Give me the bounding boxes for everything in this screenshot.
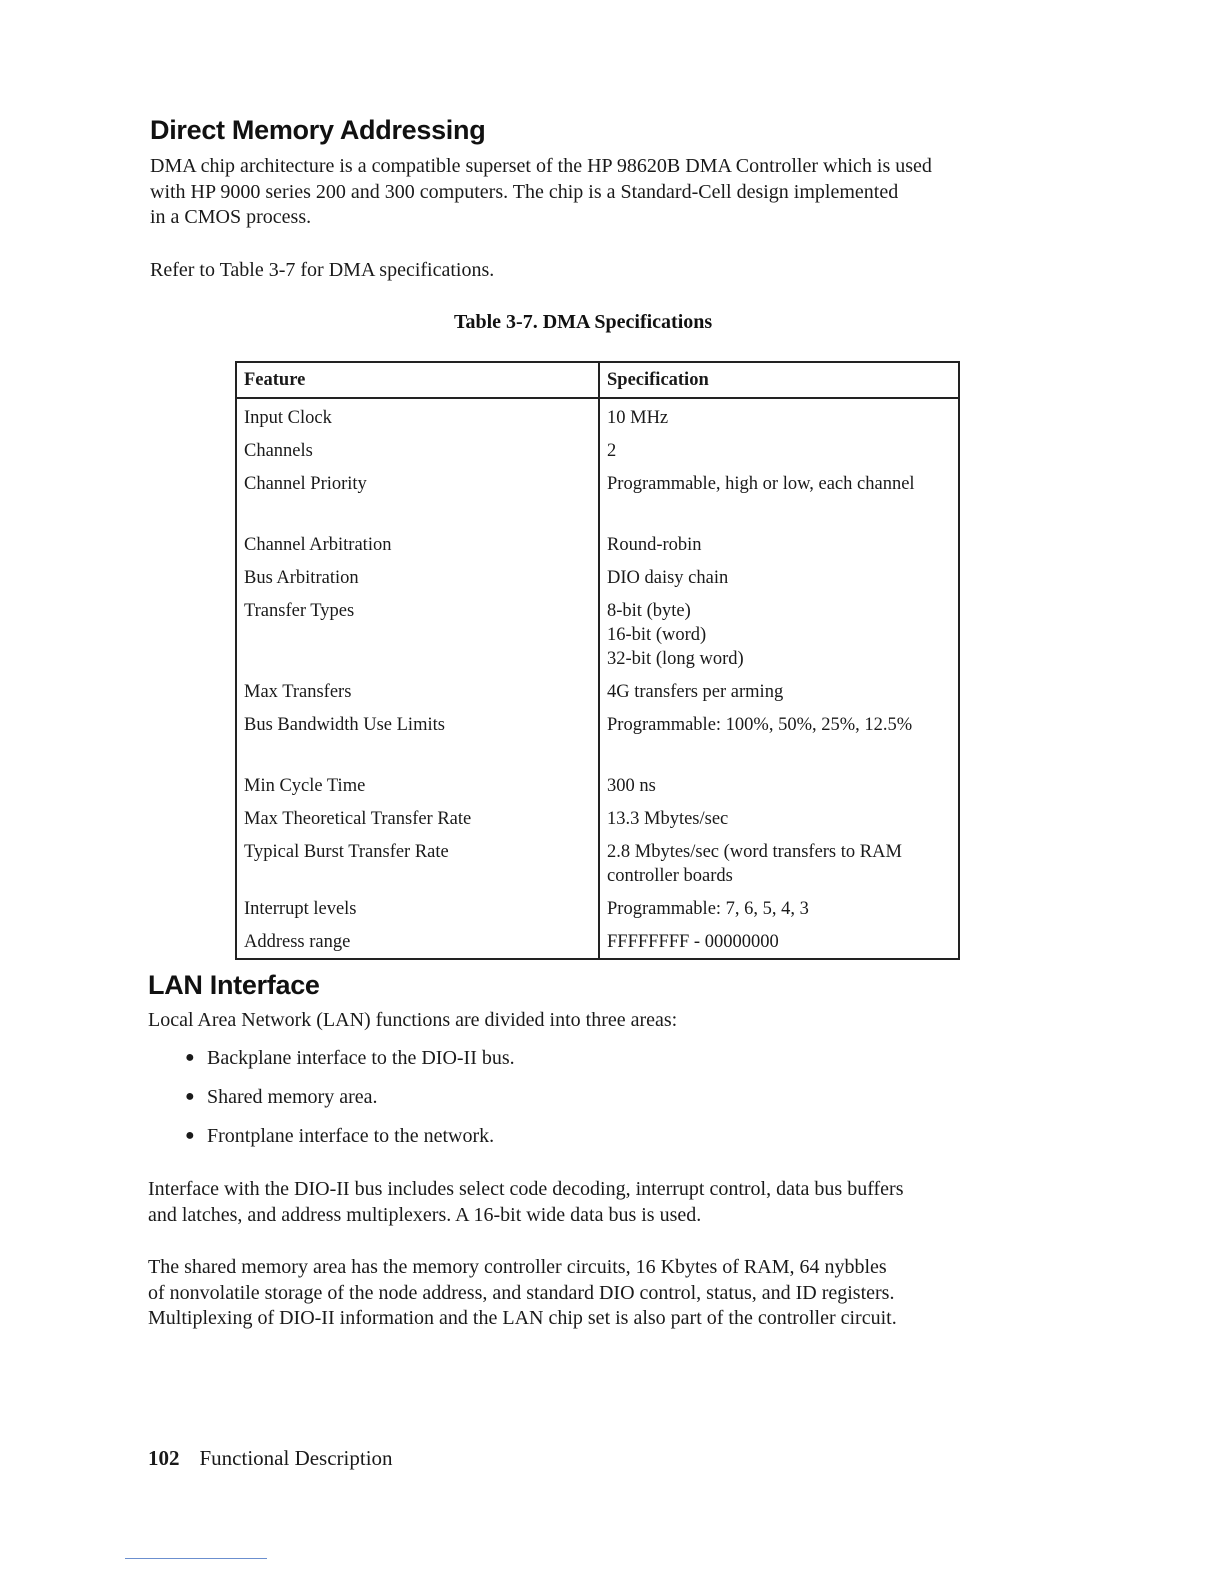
header-specification: Specification — [599, 362, 959, 398]
spec-line: 32-bit (long word) — [607, 649, 744, 669]
dma-intro-line: with HP 9000 series 200 and 300 computers. The chip is a Standard-Cell design implemented — [150, 180, 899, 203]
table-row — [236, 594, 959, 675]
dma-intro-line: in a CMOS process. — [150, 206, 312, 228]
feature-cell: Channel Arbitration — [236, 528, 599, 561]
spec-cell — [599, 594, 959, 675]
feature-cell: Channels — [236, 434, 599, 467]
feature-cell: Max Theoretical Transfer Rate — [236, 802, 599, 835]
spec-line: FFFFFFFF - 00000000 — [607, 932, 779, 952]
spec-cell — [599, 528, 959, 561]
spec-line: Programmable: 100%, 50%, 25%, 12.5% — [607, 715, 913, 735]
bullet-icon: ● — [185, 1127, 195, 1144]
table-row — [236, 528, 959, 561]
table-row — [236, 675, 959, 708]
spec-line: DIO daisy chain — [607, 568, 729, 588]
paragraph-line: and latches, and address multiplexers. A 16-bit wide data bus is used. — [148, 1203, 702, 1226]
list-item-text: Shared memory area. — [207, 1086, 378, 1108]
spec-cell — [599, 925, 959, 959]
spec-line: 13.3 Mbytes/sec — [607, 809, 729, 829]
table-row — [236, 467, 959, 528]
spec-line: 10 MHz — [607, 408, 669, 428]
dma-intro-line: DMA chip architecture is a compatible superset of the HP 98620B DMA Controller which is used — [150, 155, 932, 177]
spec-line: 8-bit (byte) — [607, 601, 691, 621]
dma-heading: Direct Memory Addressing — [150, 115, 486, 145]
bullet-icon: ● — [185, 1049, 195, 1066]
feature-cell: Transfer Types — [236, 594, 599, 675]
table-row — [236, 398, 959, 434]
spec-cell — [599, 675, 959, 708]
feature-cell: Address range — [236, 925, 599, 959]
paragraph-line: of nonvolatile storage of the node address, and standard DIO control, status, and ID registers. — [148, 1281, 895, 1304]
feature-cell: Interrupt levels — [236, 892, 599, 925]
list-item — [185, 1083, 515, 1122]
bullet-icon: ● — [185, 1088, 195, 1105]
table-row — [236, 769, 959, 802]
table-caption: Table 3-7. DMA Specifications — [454, 311, 713, 333]
spec-line: 2.8 Mbytes/sec (word transfers to RAM — [607, 842, 902, 862]
lan-dio-paragraph — [148, 1177, 1068, 1228]
spec-cell — [599, 892, 959, 925]
feature-cell: Bus Arbitration — [236, 561, 599, 594]
spec-line: 4G transfers per arming — [607, 682, 784, 702]
spec-line: Programmable: 7, 6, 5, 4, 3 — [607, 899, 809, 919]
feature-cell: Bus Bandwidth Use Limits — [236, 708, 599, 769]
spec-cell — [599, 434, 959, 467]
spec-line: 2 — [607, 441, 617, 461]
table-row — [236, 892, 959, 925]
spec-line: 16-bit (word) — [607, 625, 707, 645]
header-feature: Feature — [236, 362, 599, 398]
table-row — [236, 434, 959, 467]
feature-cell: Max Transfers — [236, 675, 599, 708]
table-header-row — [236, 362, 959, 398]
feature-cell: Min Cycle Time — [236, 769, 599, 802]
list-item — [185, 1044, 515, 1083]
table-row — [236, 802, 959, 835]
spec-cell — [599, 802, 959, 835]
dma-refer-paragraph: Refer to Table 3-7 for DMA specifications. — [150, 259, 495, 281]
list-item — [185, 1122, 515, 1161]
feature-cell: Typical Burst Transfer Rate — [236, 835, 599, 892]
spec-cell — [599, 467, 959, 528]
spec-line: controller boards — [607, 866, 733, 886]
spec-line: 300 ns — [607, 776, 656, 796]
dma-spec-table — [235, 361, 960, 960]
spec-cell — [599, 835, 959, 892]
feature-cell: Channel Priority — [236, 467, 599, 528]
table-row — [236, 708, 959, 769]
scan-edge-line — [125, 1558, 267, 1559]
paragraph-line: Multiplexing of DIO-II information and the LAN chip set is also part of the controller circuit. — [148, 1307, 897, 1329]
dma-intro-paragraph — [150, 154, 1070, 231]
spec-cell — [599, 561, 959, 594]
lan-heading: LAN Interface — [148, 970, 320, 1000]
table-row — [236, 561, 959, 594]
spec-cell — [599, 708, 959, 769]
lan-memory-paragraph — [148, 1255, 1068, 1332]
spec-cell — [599, 769, 959, 802]
table-row — [236, 925, 959, 959]
feature-cell: Input Clock — [236, 398, 599, 434]
spec-line: Programmable, high or low, each channel — [607, 474, 915, 494]
spec-line: Round-robin — [607, 535, 702, 555]
list-item-text: Backplane interface to the DIO-II bus. — [207, 1047, 515, 1069]
paragraph-line: The shared memory area has the memory controller circuits, 16 Kbytes of RAM, 64 nybbles — [148, 1256, 887, 1278]
paragraph-line: Interface with the DIO-II bus includes select code decoding, interrupt control, data bus buffers — [148, 1178, 904, 1200]
lan-areas-list — [185, 1044, 515, 1161]
footer-section-title: Functional Description — [199, 1446, 393, 1470]
table-row — [236, 835, 959, 892]
lan-intro-paragraph: Local Area Network (LAN) functions are divided into three areas: — [148, 1009, 678, 1031]
spec-cell — [599, 398, 959, 434]
list-item-text: Frontplane interface to the network. — [207, 1125, 495, 1147]
page-footer — [148, 1446, 393, 1471]
page-number: 102 — [148, 1446, 180, 1470]
